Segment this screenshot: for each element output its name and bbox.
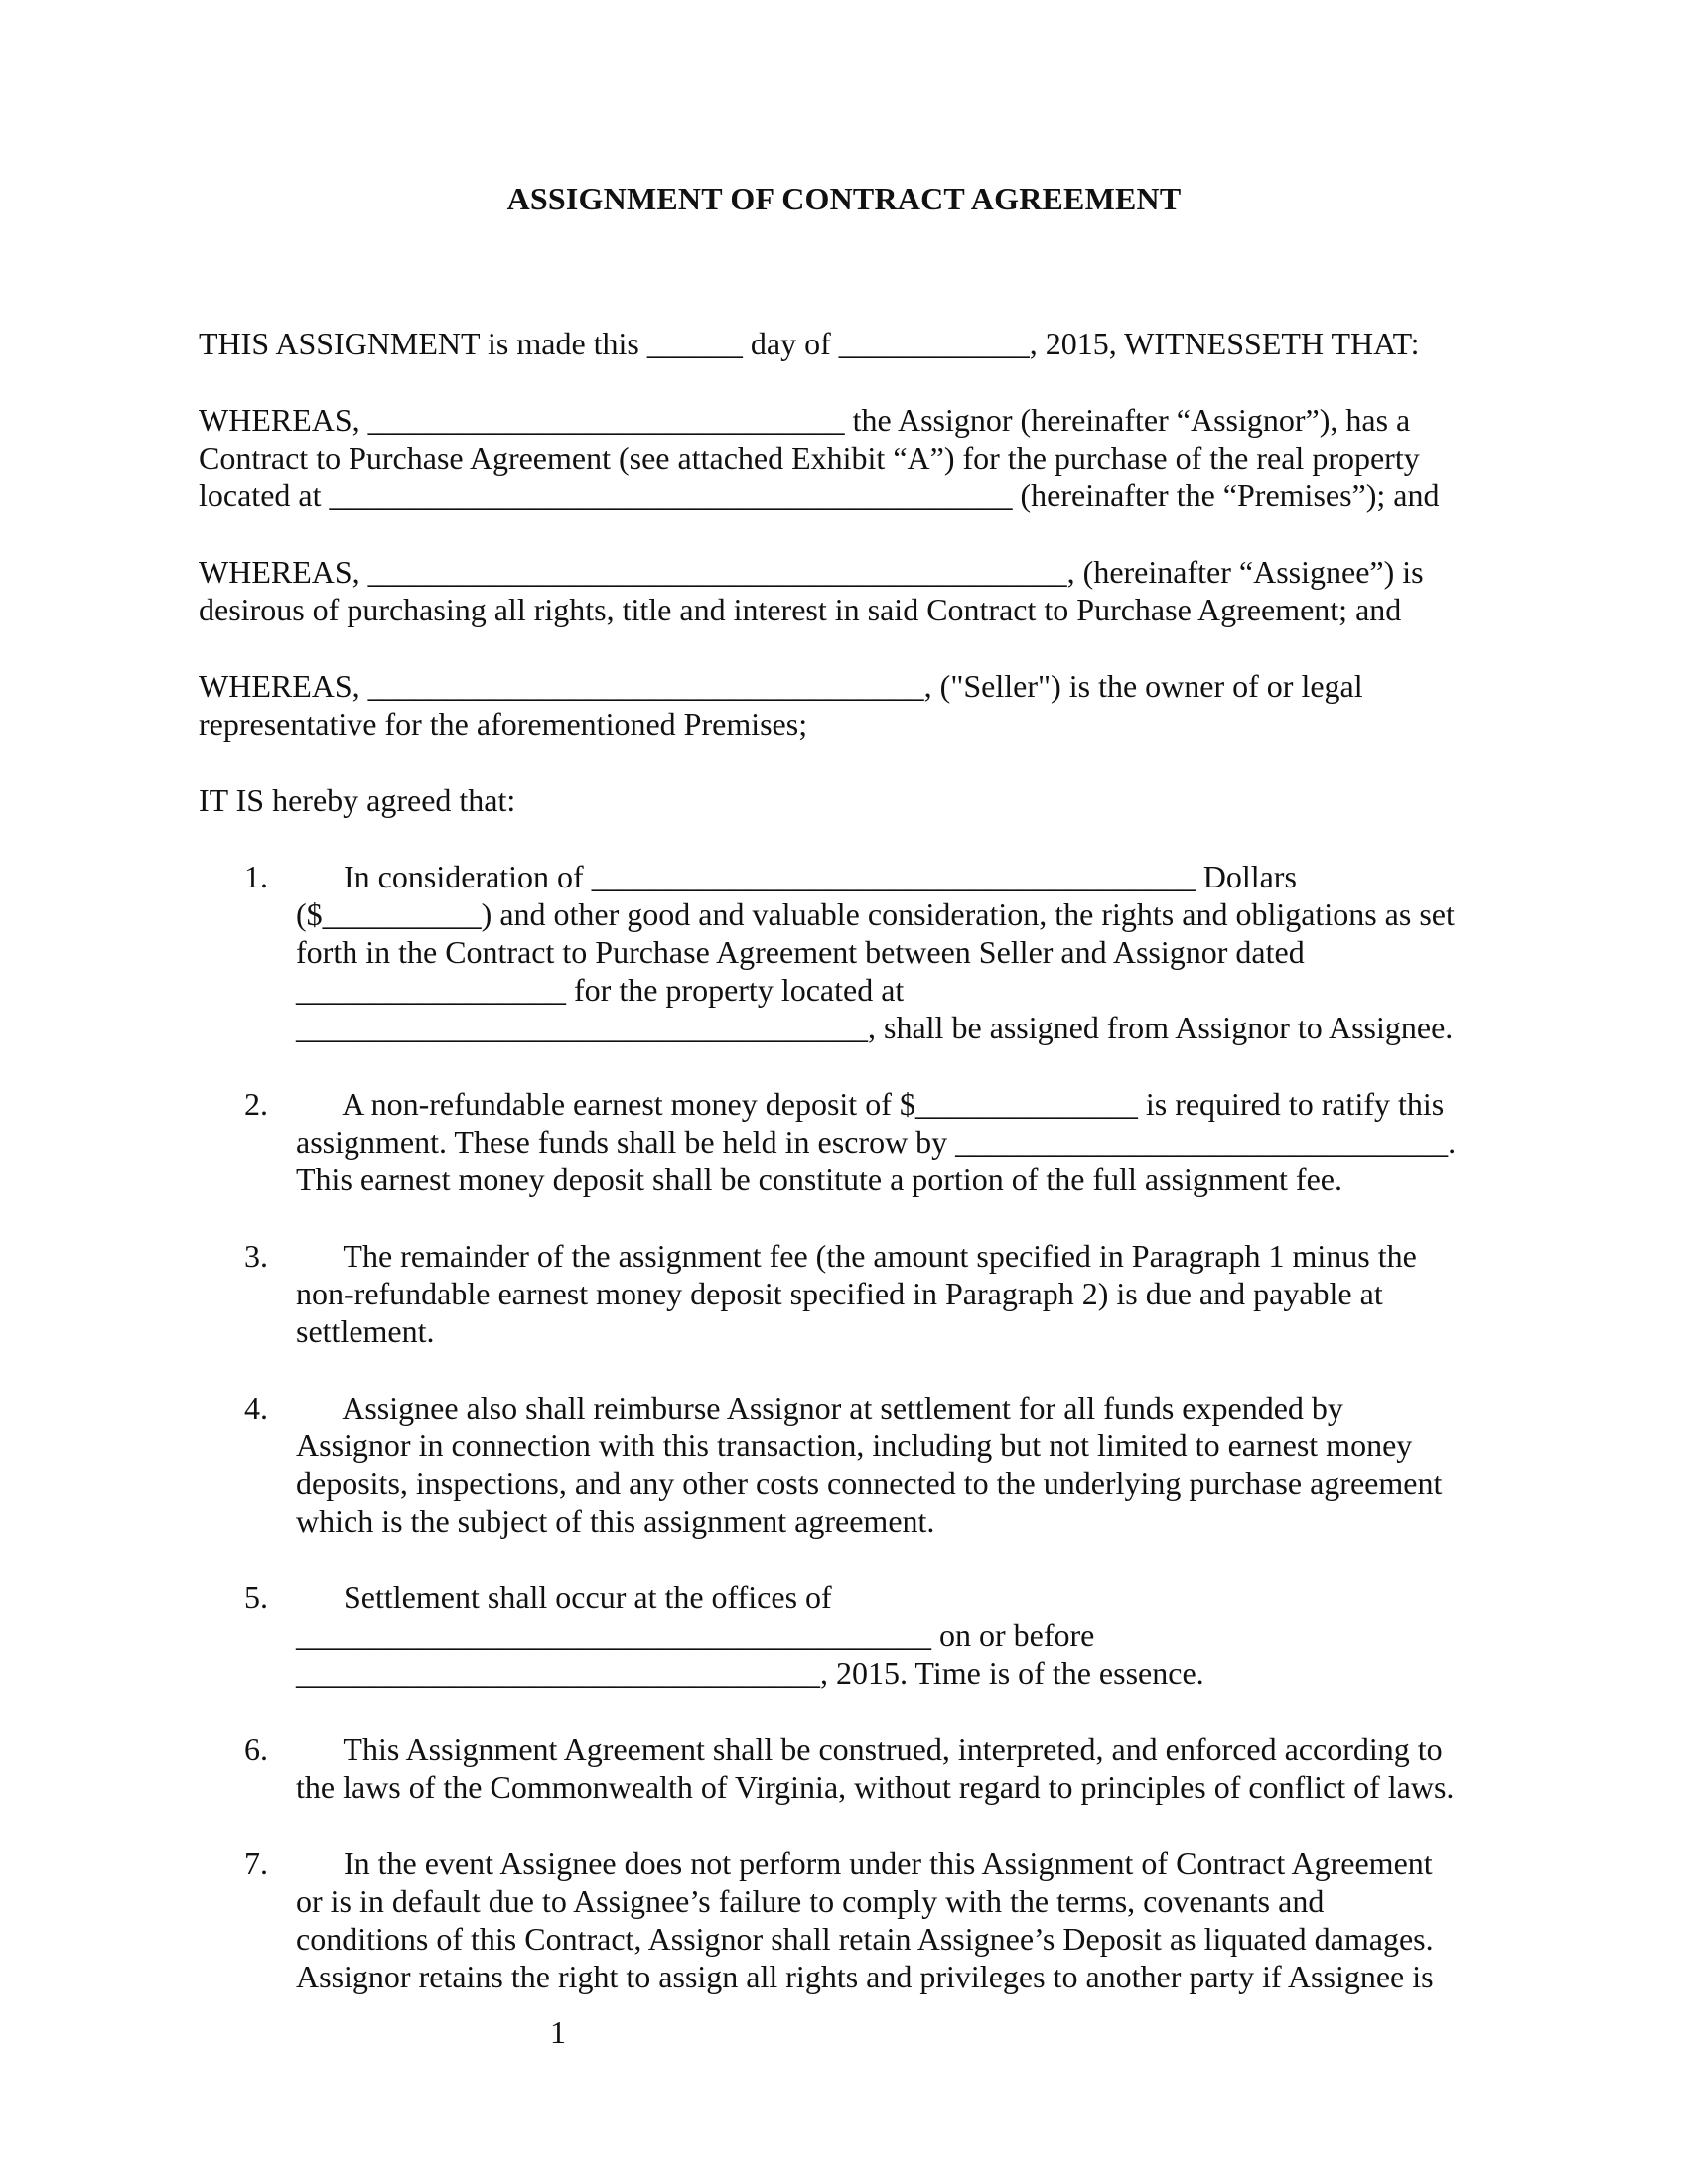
whereas-1-line-1: WHEREAS, ______________________________ the Assignor (hereinafter “Assignor”), has a — [199, 402, 1411, 438]
clause-7-line-2: or is in default due to Assignee’s failure to comply with the terms, covenants and — [296, 1883, 1325, 1919]
clause-5-line-3: _________________________________, 2015. Time is of the essence. — [296, 1655, 1204, 1691]
clause-4-line-2: Assignor in connection with this transaction, including but not limited to earnest money — [296, 1428, 1413, 1463]
clause-7-line-4: Assignor retains the right to assign all rights and privileges to another party if Assignee is — [296, 1959, 1434, 1994]
clause-4-number: 4. — [244, 1390, 268, 1426]
clause-4-line-4: which is the subject of this assignment agreement. — [296, 1503, 935, 1539]
whereas-1-line-3: located at ___________________________________________ (hereinafter the “Premises”); and — [199, 478, 1440, 513]
clause-1-line-4: _________________ for the property located at — [296, 972, 905, 1008]
clause-3-line-3: settlement. — [296, 1313, 435, 1349]
clause-2-line-3: This earnest money deposit shall be constitute a portion of the full assignment fee. — [296, 1161, 1342, 1197]
clause-2-number: 2. — [244, 1086, 268, 1122]
document-title: ASSIGNMENT OF CONTRACT AGREEMENT — [506, 181, 1182, 216]
clause-1-line-1: In consideration of ______________________________________ Dollars — [296, 859, 1297, 894]
clause-6-number: 6. — [244, 1731, 268, 1767]
clause-3-line-1: The remainder of the assignment fee (the amount specified in Paragraph 1 minus the — [296, 1238, 1417, 1274]
agreed-statement: IT IS hereby agreed that: — [199, 782, 516, 818]
page-number: 1 — [550, 2014, 566, 2050]
clause-4-line-3: deposits, inspections, and any other costs connected to the underlying purchase agreement — [296, 1465, 1443, 1501]
whereas-3-line-2: representative for the aforementioned Premises; — [199, 706, 808, 742]
clause-4-line-1: Assignee also shall reimburse Assignor at settlement for all funds expended by — [296, 1390, 1343, 1426]
clause-6-line-2: the laws of the Commonwealth of Virginia, without regard to principles of conflict of laws. — [296, 1769, 1455, 1805]
whereas-1-line-2: Contract to Purchase Agreement (see attached Exhibit “A”) for the purchase of the real property — [199, 440, 1420, 476]
clause-1-line-2: ($__________) and other good and valuable consideration, the rights and obligations as set — [296, 896, 1455, 932]
whereas-2-line-2: desirous of purchasing all rights, title and interest in said Contract to Purchase Agreement; and — [199, 592, 1402, 627]
preamble: THIS ASSIGNMENT is made this ______ day of ____________, 2015, WITNESSETH THAT: — [199, 326, 1420, 361]
clause-5-number: 5. — [244, 1579, 268, 1615]
clause-3-line-2: non-refundable earnest money deposit specified in Paragraph 2) is due and payable at — [296, 1276, 1383, 1311]
whereas-2-line-1: WHEREAS, ____________________________________________, (hereinafter “Assignee”) is — [199, 554, 1424, 590]
clause-1-line-5: ____________________________________, shall be assigned from Assignor to Assignee. — [296, 1010, 1454, 1045]
clause-3-number: 3. — [244, 1238, 268, 1274]
clause-7-number: 7. — [244, 1845, 268, 1881]
clause-6-line-1: This Assignment Agreement shall be construed, interpreted, and enforced according to — [296, 1731, 1443, 1767]
clause-1-line-3: forth in the Contract to Purchase Agreement between Seller and Assignor dated — [296, 934, 1305, 970]
clause-2-line-1: A non-refundable earnest money deposit of $______________ is required to ratify this — [296, 1086, 1445, 1122]
clause-1-number: 1. — [244, 859, 268, 894]
clause-7-line-3: conditions of this Contract, Assignor shall retain Assignee’s Deposit as liquated damages. — [296, 1921, 1434, 1957]
whereas-3-line-1: WHEREAS, ___________________________________, ("Seller") is the owner of or legal — [199, 668, 1363, 704]
clause-7-line-1: In the event Assignee does not perform under this Assignment of Contract Agreement — [296, 1845, 1433, 1881]
clause-5-line-2: ________________________________________ on or before — [296, 1617, 1095, 1653]
clause-5-line-1: Settlement shall occur at the offices of — [296, 1579, 832, 1615]
clause-2-line-2: assignment. These funds shall be held in escrow by _______________________________. — [296, 1124, 1457, 1160]
